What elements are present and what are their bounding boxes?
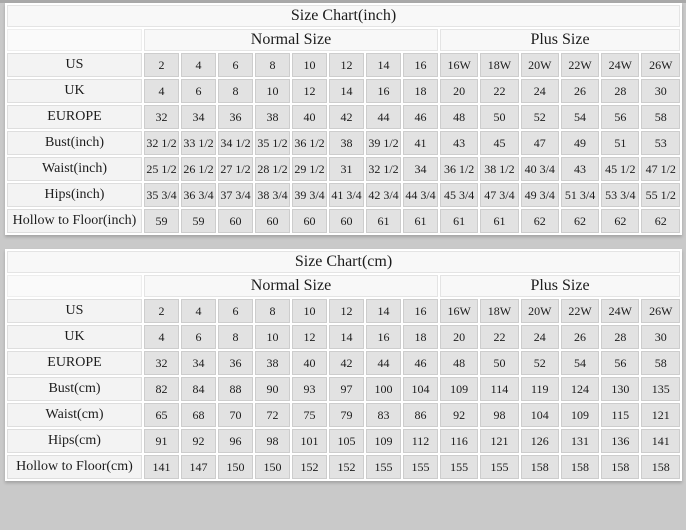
size-value-cell: 35 3/4 — [144, 183, 179, 207]
size-value-cell: 158 — [641, 455, 680, 479]
size-value-cell: 53 — [641, 131, 680, 155]
size-value-cell: 100 — [366, 377, 401, 401]
size-value-cell: 131 — [561, 429, 599, 453]
table-title-row — [7, 5, 680, 27]
size-value-cell: 141 — [144, 455, 179, 479]
row-label: Hips(inch) — [7, 183, 142, 207]
size-value-cell: 36 1/2 — [440, 157, 478, 181]
size-value-cell: 59 — [144, 209, 179, 233]
size-value-cell: 36 — [218, 351, 253, 375]
column-group-row — [7, 29, 680, 51]
size-chart-inch-card — [5, 3, 682, 235]
size-value-cell: 40 — [292, 351, 327, 375]
size-value-cell: 4 — [181, 299, 216, 323]
size-value-cell: 54 — [561, 351, 599, 375]
size-value-cell: 34 — [403, 157, 438, 181]
size-value-cell: 18W — [480, 299, 518, 323]
row-label: Bust(inch) — [7, 131, 142, 155]
size-value-cell: 135 — [641, 377, 680, 401]
size-value-cell: 6 — [218, 299, 253, 323]
size-value-cell: 26 1/2 — [181, 157, 216, 181]
column-group-plus-size: Plus Size — [440, 29, 680, 51]
size-value-cell: 104 — [521, 403, 559, 427]
size-value-cell: 147 — [181, 455, 216, 479]
size-value-cell: 8 — [255, 299, 290, 323]
size-value-cell: 32 1/2 — [366, 157, 401, 181]
size-value-cell: 24 — [521, 325, 559, 349]
size-value-cell: 31 — [329, 157, 364, 181]
row-label: UK — [7, 325, 142, 349]
size-value-cell: 28 — [601, 325, 639, 349]
size-value-cell: 36 3/4 — [181, 183, 216, 207]
size-value-cell: 35 1/2 — [255, 131, 290, 155]
size-value-cell: 54 — [561, 105, 599, 129]
size-value-cell: 28 1/2 — [255, 157, 290, 181]
size-value-cell: 49 — [561, 131, 599, 155]
size-chart-cm-card — [5, 249, 682, 481]
size-value-cell: 30 — [641, 325, 680, 349]
size-value-cell: 83 — [366, 403, 401, 427]
size-value-cell: 56 — [601, 351, 639, 375]
table-title: Size Chart(inch) — [7, 5, 680, 27]
size-value-cell: 6 — [181, 325, 216, 349]
size-value-cell: 121 — [641, 403, 680, 427]
size-value-cell: 29 1/2 — [292, 157, 327, 181]
size-value-cell: 56 — [601, 105, 639, 129]
column-group-normal-size: Normal Size — [144, 275, 438, 297]
size-value-cell: 49 3/4 — [521, 183, 559, 207]
size-value-cell: 92 — [181, 429, 216, 453]
corner-cell — [7, 29, 142, 51]
size-value-cell: 72 — [255, 403, 290, 427]
size-value-cell: 33 1/2 — [181, 131, 216, 155]
row-label: Waist(cm) — [7, 403, 142, 427]
size-value-cell: 44 — [366, 351, 401, 375]
size-value-cell: 58 — [641, 351, 680, 375]
size-value-cell: 41 3/4 — [329, 183, 364, 207]
size-value-cell: 112 — [403, 429, 438, 453]
size-value-cell: 155 — [440, 455, 478, 479]
table-row — [7, 131, 680, 155]
size-value-cell: 109 — [366, 429, 401, 453]
size-value-cell: 16 — [366, 325, 401, 349]
size-value-cell: 155 — [480, 455, 518, 479]
size-value-cell: 42 3/4 — [366, 183, 401, 207]
size-value-cell: 48 — [440, 351, 478, 375]
size-value-cell: 47 3/4 — [480, 183, 518, 207]
size-value-cell: 34 — [181, 105, 216, 129]
size-value-cell: 28 — [601, 79, 639, 103]
table-row — [7, 53, 680, 77]
size-value-cell: 36 1/2 — [292, 131, 327, 155]
table-row — [7, 455, 680, 479]
size-value-cell: 141 — [641, 429, 680, 453]
size-value-cell: 52 — [521, 105, 559, 129]
row-label: Bust(cm) — [7, 377, 142, 401]
size-value-cell: 25 1/2 — [144, 157, 179, 181]
size-value-cell: 38 — [329, 131, 364, 155]
size-value-cell: 20 — [440, 325, 478, 349]
size-value-cell: 22W — [561, 299, 599, 323]
size-value-cell: 38 3/4 — [255, 183, 290, 207]
size-value-cell: 136 — [601, 429, 639, 453]
table-row — [7, 429, 680, 453]
size-value-cell: 16 — [366, 79, 401, 103]
row-label: US — [7, 53, 142, 77]
size-value-cell: 109 — [440, 377, 478, 401]
size-value-cell: 150 — [218, 455, 253, 479]
size-value-cell: 39 1/2 — [366, 131, 401, 155]
size-value-cell: 101 — [292, 429, 327, 453]
size-value-cell: 22W — [561, 53, 599, 77]
size-value-cell: 90 — [255, 377, 290, 401]
size-value-cell: 18 — [403, 325, 438, 349]
corner-cell — [7, 275, 142, 297]
size-value-cell: 8 — [218, 325, 253, 349]
size-value-cell: 12 — [292, 79, 327, 103]
size-value-cell: 61 — [440, 209, 478, 233]
size-value-cell: 14 — [329, 325, 364, 349]
size-value-cell: 27 1/2 — [218, 157, 253, 181]
size-value-cell: 98 — [255, 429, 290, 453]
size-value-cell: 2 — [144, 299, 179, 323]
row-label: UK — [7, 79, 142, 103]
table-row — [7, 325, 680, 349]
size-value-cell: 60 — [329, 209, 364, 233]
size-value-cell: 42 — [329, 351, 364, 375]
size-value-cell: 34 — [181, 351, 216, 375]
size-value-cell: 26W — [641, 53, 680, 77]
size-value-cell: 61 — [480, 209, 518, 233]
size-value-cell: 26 — [561, 325, 599, 349]
size-value-cell: 75 — [292, 403, 327, 427]
size-value-cell: 48 — [440, 105, 478, 129]
size-value-cell: 30 — [641, 79, 680, 103]
size-value-cell: 126 — [521, 429, 559, 453]
size-value-cell: 93 — [292, 377, 327, 401]
size-value-cell: 22 — [480, 79, 518, 103]
size-chart-inch-table — [5, 3, 682, 235]
table-row — [7, 105, 680, 129]
size-value-cell: 68 — [181, 403, 216, 427]
size-value-cell: 32 — [144, 351, 179, 375]
size-value-cell: 45 3/4 — [440, 183, 478, 207]
size-value-cell: 97 — [329, 377, 364, 401]
size-value-cell: 86 — [403, 403, 438, 427]
row-label: Hips(cm) — [7, 429, 142, 453]
size-value-cell: 12 — [292, 325, 327, 349]
size-value-cell: 158 — [601, 455, 639, 479]
size-value-cell: 44 3/4 — [403, 183, 438, 207]
size-value-cell: 6 — [218, 53, 253, 77]
size-value-cell: 124 — [561, 377, 599, 401]
size-value-cell: 155 — [366, 455, 401, 479]
column-group-plus-size: Plus Size — [440, 275, 680, 297]
size-value-cell: 152 — [292, 455, 327, 479]
size-value-cell: 10 — [292, 53, 327, 77]
size-value-cell: 10 — [255, 79, 290, 103]
size-value-cell: 43 — [440, 131, 478, 155]
table-row — [7, 79, 680, 103]
size-value-cell: 105 — [329, 429, 364, 453]
row-label: Hollow to Floor(inch) — [7, 209, 142, 233]
size-value-cell: 16 — [403, 299, 438, 323]
row-label: Waist(inch) — [7, 157, 142, 181]
table-row — [7, 377, 680, 401]
column-group-row — [7, 275, 680, 297]
row-label: EUROPE — [7, 105, 142, 129]
size-value-cell: 158 — [521, 455, 559, 479]
size-value-cell: 12 — [329, 53, 364, 77]
size-value-cell: 60 — [292, 209, 327, 233]
size-value-cell: 65 — [144, 403, 179, 427]
size-value-cell: 45 — [480, 131, 518, 155]
size-value-cell: 36 — [218, 105, 253, 129]
size-value-cell: 91 — [144, 429, 179, 453]
row-label: Hollow to Floor(cm) — [7, 455, 142, 479]
size-value-cell: 51 3/4 — [561, 183, 599, 207]
size-value-cell: 43 — [561, 157, 599, 181]
size-value-cell: 79 — [329, 403, 364, 427]
table-row — [7, 403, 680, 427]
size-value-cell: 14 — [366, 299, 401, 323]
size-value-cell: 37 3/4 — [218, 183, 253, 207]
size-value-cell: 40 — [292, 105, 327, 129]
size-value-cell: 8 — [218, 79, 253, 103]
size-value-cell: 8 — [255, 53, 290, 77]
size-value-cell: 51 — [601, 131, 639, 155]
size-value-cell: 18 — [403, 79, 438, 103]
size-value-cell: 92 — [440, 403, 478, 427]
size-value-cell: 61 — [366, 209, 401, 233]
size-value-cell: 58 — [641, 105, 680, 129]
table-row — [7, 209, 680, 233]
size-value-cell: 38 — [255, 351, 290, 375]
size-value-cell: 47 — [521, 131, 559, 155]
size-value-cell: 155 — [403, 455, 438, 479]
size-value-cell: 62 — [601, 209, 639, 233]
size-value-cell: 47 1/2 — [641, 157, 680, 181]
size-value-cell: 41 — [403, 131, 438, 155]
size-value-cell: 24W — [601, 299, 639, 323]
size-value-cell: 84 — [181, 377, 216, 401]
size-value-cell: 38 1/2 — [480, 157, 518, 181]
size-chart-cm-table — [5, 249, 682, 481]
size-value-cell: 20 — [440, 79, 478, 103]
table-row — [7, 183, 680, 207]
size-value-cell: 34 1/2 — [218, 131, 253, 155]
size-value-cell: 24 — [521, 79, 559, 103]
size-value-cell: 158 — [561, 455, 599, 479]
size-value-cell: 61 — [403, 209, 438, 233]
row-label: EUROPE — [7, 351, 142, 375]
size-value-cell: 4 — [144, 79, 179, 103]
size-value-cell: 45 1/2 — [601, 157, 639, 181]
size-value-cell: 55 1/2 — [641, 183, 680, 207]
size-value-cell: 42 — [329, 105, 364, 129]
size-value-cell: 50 — [480, 105, 518, 129]
size-value-cell: 152 — [329, 455, 364, 479]
size-value-cell: 53 3/4 — [601, 183, 639, 207]
size-value-cell: 39 3/4 — [292, 183, 327, 207]
size-value-cell: 44 — [366, 105, 401, 129]
size-value-cell: 88 — [218, 377, 253, 401]
size-value-cell: 40 3/4 — [521, 157, 559, 181]
size-value-cell: 16W — [440, 299, 478, 323]
size-value-cell: 109 — [561, 403, 599, 427]
size-value-cell: 14 — [366, 53, 401, 77]
size-value-cell: 62 — [561, 209, 599, 233]
size-value-cell: 46 — [403, 105, 438, 129]
size-value-cell: 14 — [329, 79, 364, 103]
size-value-cell: 62 — [641, 209, 680, 233]
table-title: Size Chart(cm) — [7, 251, 680, 273]
size-value-cell: 4 — [181, 53, 216, 77]
size-value-cell: 150 — [255, 455, 290, 479]
size-value-cell: 60 — [255, 209, 290, 233]
column-group-normal-size: Normal Size — [144, 29, 438, 51]
size-value-cell: 4 — [144, 325, 179, 349]
size-value-cell: 70 — [218, 403, 253, 427]
size-value-cell: 116 — [440, 429, 478, 453]
size-value-cell: 10 — [292, 299, 327, 323]
size-value-cell: 114 — [480, 377, 518, 401]
size-value-cell: 24W — [601, 53, 639, 77]
size-value-cell: 16W — [440, 53, 478, 77]
size-value-cell: 20W — [521, 53, 559, 77]
size-value-cell: 38 — [255, 105, 290, 129]
size-value-cell: 26 — [561, 79, 599, 103]
size-value-cell: 2 — [144, 53, 179, 77]
size-value-cell: 119 — [521, 377, 559, 401]
table-row — [7, 299, 680, 323]
size-value-cell: 60 — [218, 209, 253, 233]
row-label: US — [7, 299, 142, 323]
table-row — [7, 351, 680, 375]
size-value-cell: 26W — [641, 299, 680, 323]
size-value-cell: 121 — [480, 429, 518, 453]
table-row — [7, 157, 680, 181]
size-value-cell: 62 — [521, 209, 559, 233]
size-value-cell: 104 — [403, 377, 438, 401]
size-value-cell: 130 — [601, 377, 639, 401]
size-value-cell: 59 — [181, 209, 216, 233]
size-value-cell: 50 — [480, 351, 518, 375]
size-value-cell: 20W — [521, 299, 559, 323]
size-value-cell: 46 — [403, 351, 438, 375]
size-value-cell: 16 — [403, 53, 438, 77]
table-title-row — [7, 251, 680, 273]
size-value-cell: 96 — [218, 429, 253, 453]
size-value-cell: 32 — [144, 105, 179, 129]
size-value-cell: 10 — [255, 325, 290, 349]
size-value-cell: 82 — [144, 377, 179, 401]
size-value-cell: 18W — [480, 53, 518, 77]
size-value-cell: 52 — [521, 351, 559, 375]
size-value-cell: 22 — [480, 325, 518, 349]
size-value-cell: 6 — [181, 79, 216, 103]
size-value-cell: 32 1/2 — [144, 131, 179, 155]
size-value-cell: 115 — [601, 403, 639, 427]
size-value-cell: 98 — [480, 403, 518, 427]
size-value-cell: 12 — [329, 299, 364, 323]
